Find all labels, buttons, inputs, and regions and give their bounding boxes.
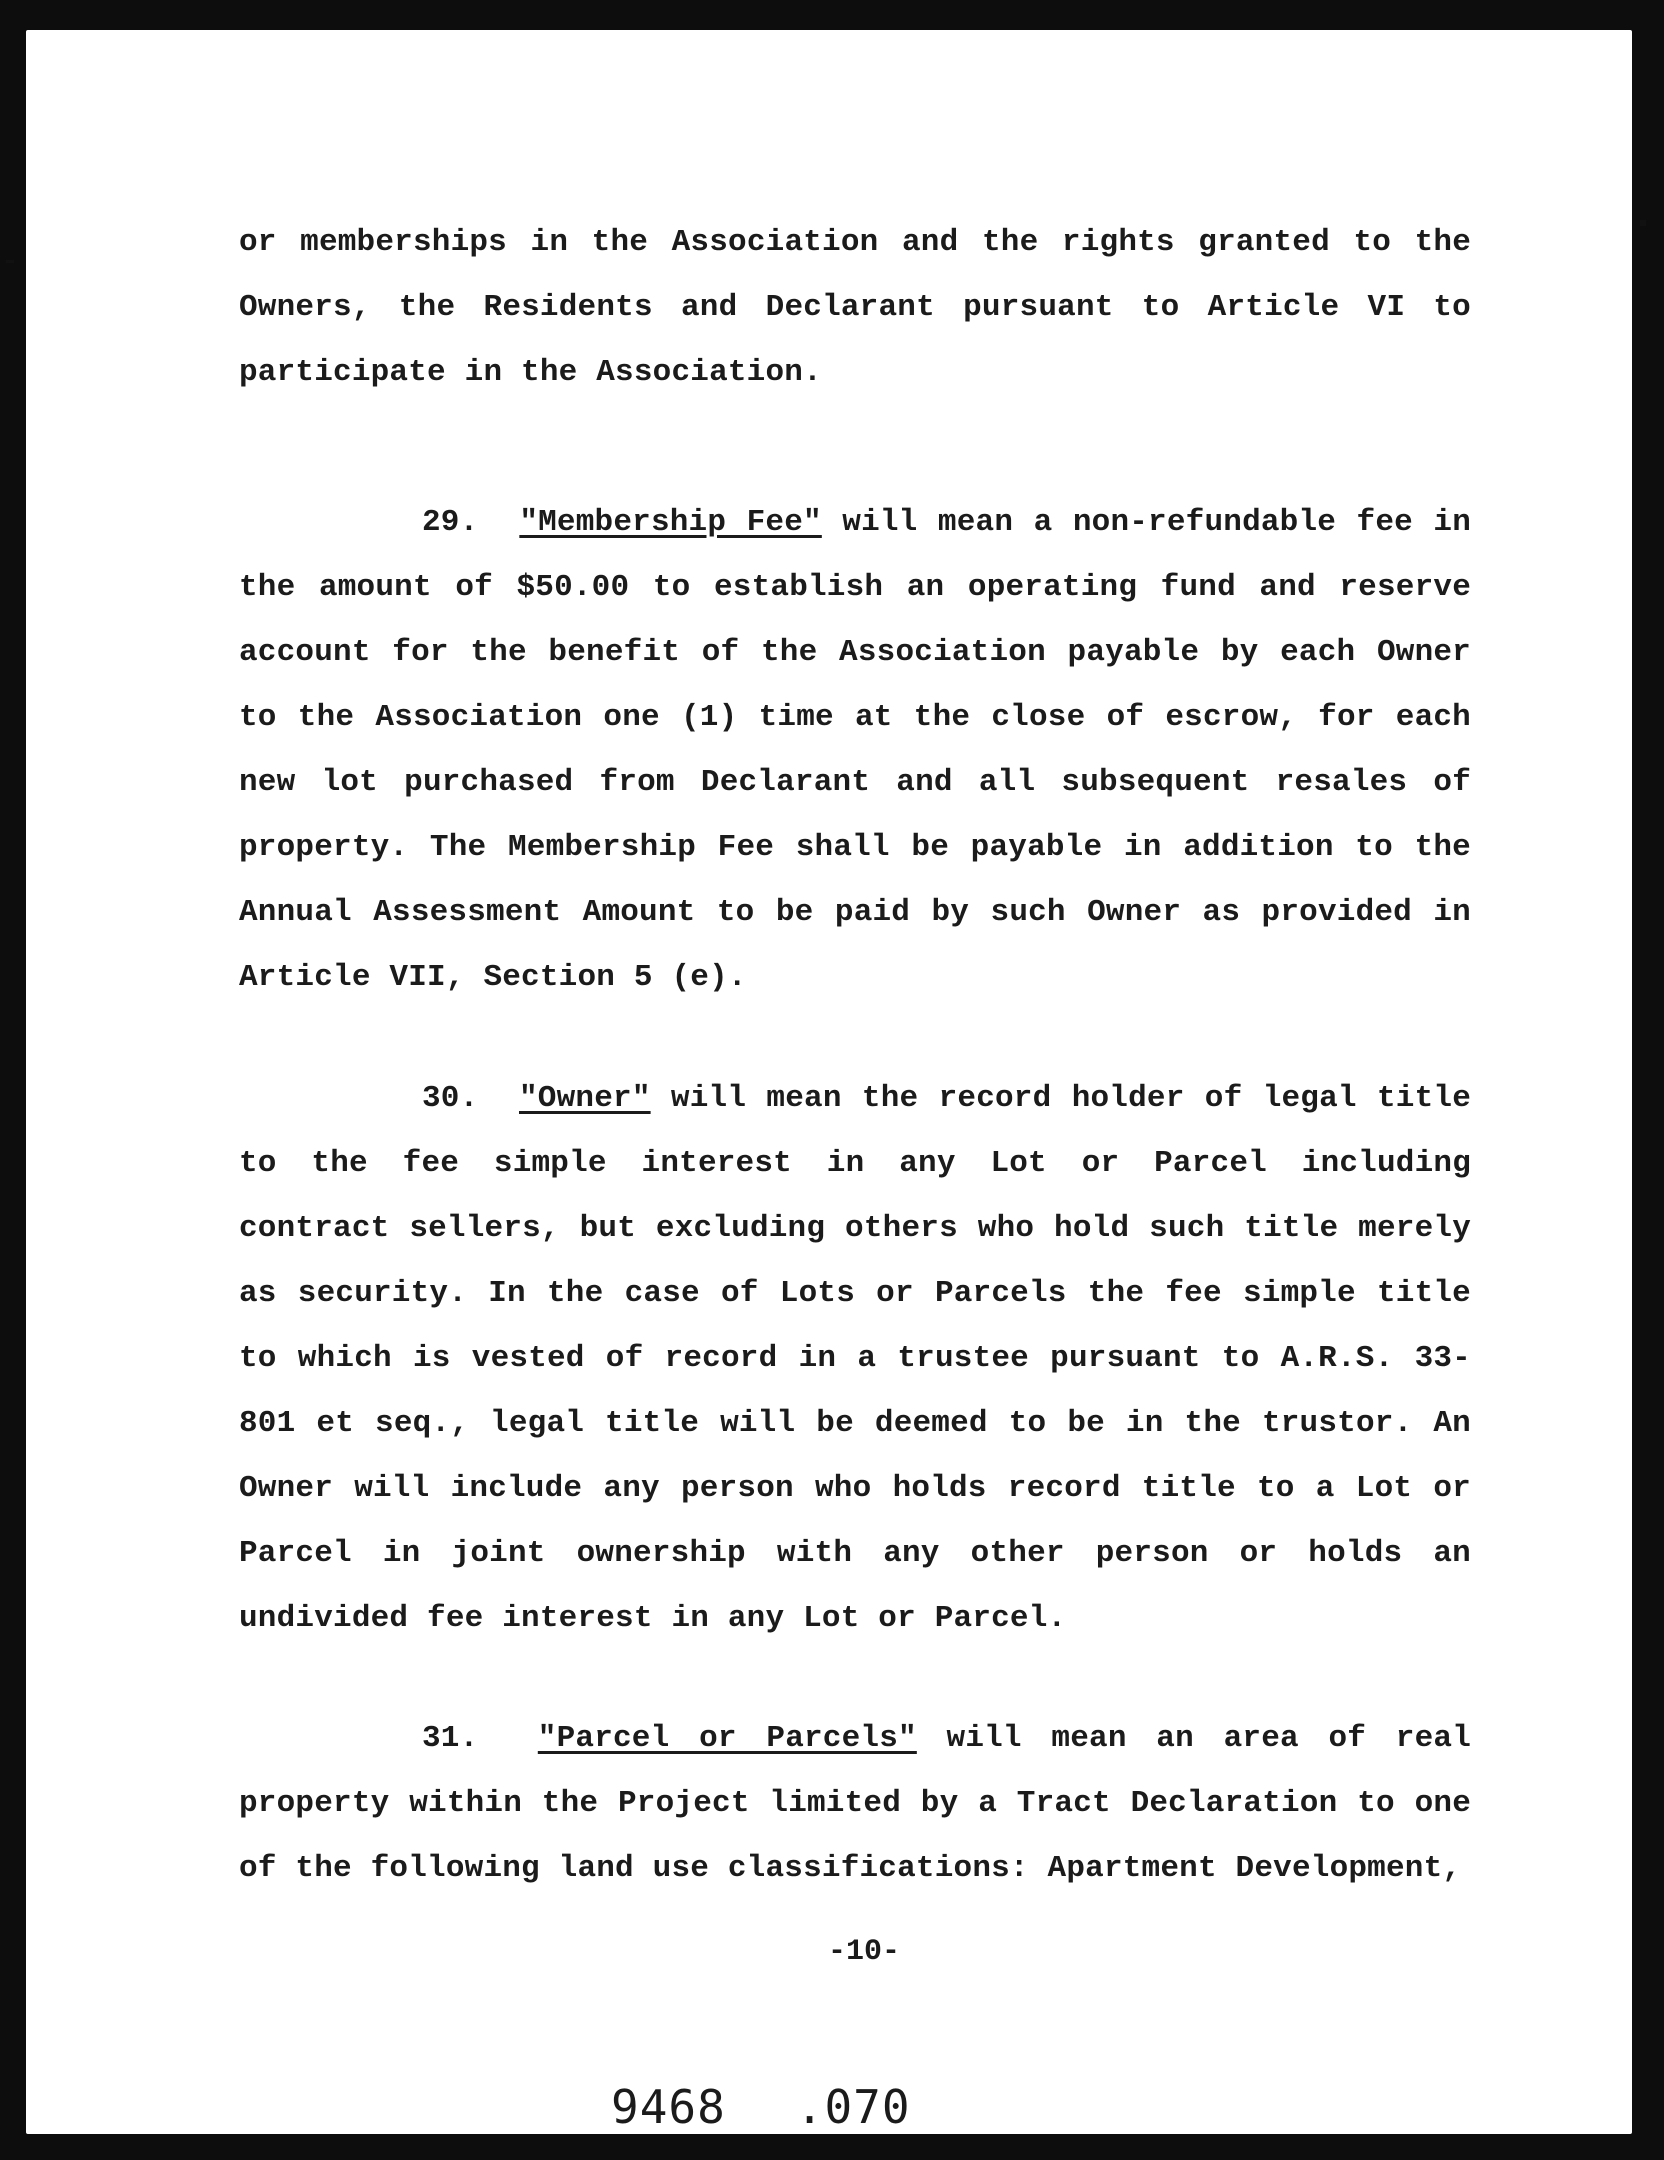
definition-text: will mean an area of real property within the Project limited by a Tract Declaration to one of the following land use classifications: Apartment Development, bbox=[239, 1721, 1471, 1886]
scan-speck bbox=[1640, 220, 1646, 226]
document-page bbox=[26, 30, 1632, 2134]
definition-number: 31. bbox=[422, 1721, 479, 1756]
definition-text: will mean a non-refundable fee in the amount of $50.00 to establish an operating fund and reserve account for the benefit of the Association payable by each Owner to the Association one (1) time at the close of escrow, for each new lot purchased from Declarant and all subsequent resales of property. The Membership Fee shall be payable in addition to the Annual Assessment Amount to be paid by such Owner as provided in Article VII, Section 5 (e). bbox=[239, 505, 1471, 995]
definition-29 bbox=[239, 490, 1471, 1010]
scan-speck bbox=[6, 260, 14, 263]
page-number: -10- bbox=[827, 1935, 900, 1969]
document-code-right: .070 bbox=[795, 2080, 911, 2134]
defined-term-parcel: "Parcel or Parcels" bbox=[537, 1721, 917, 1756]
document-code bbox=[611, 2080, 911, 2134]
defined-term-owner: "Owner" bbox=[519, 1081, 651, 1116]
definition-number: 29. bbox=[422, 505, 479, 540]
defined-term-membership-fee: "Membership Fee" bbox=[519, 505, 822, 540]
definition-31 bbox=[239, 1706, 1471, 1901]
continuation-paragraph: or memberships in the Association and the rights granted to the Owners, the Residents and Declarant pursuant to Article VI to participate in the Association. bbox=[239, 225, 1471, 390]
definition-30 bbox=[239, 1066, 1471, 1651]
document-code-left: 9468 bbox=[611, 2080, 726, 2134]
definition-text: will mean the record holder of legal title to the fee simple interest in any Lot or Parcel including contract sellers, but excluding others who hold such title merely as security. In the case of Lots or Parcels the fee simple title to which is vested of record in a trustee pursuant to A.R.S. 33-801 et seq., legal title will be deemed to be in the trustor. An Owner will include any person who holds record title to a Lot or Parcel in joint ownership with any other person or holds an undivided fee interest in any Lot or Parcel. bbox=[239, 1081, 1472, 1636]
definition-number: 30. bbox=[422, 1081, 479, 1116]
